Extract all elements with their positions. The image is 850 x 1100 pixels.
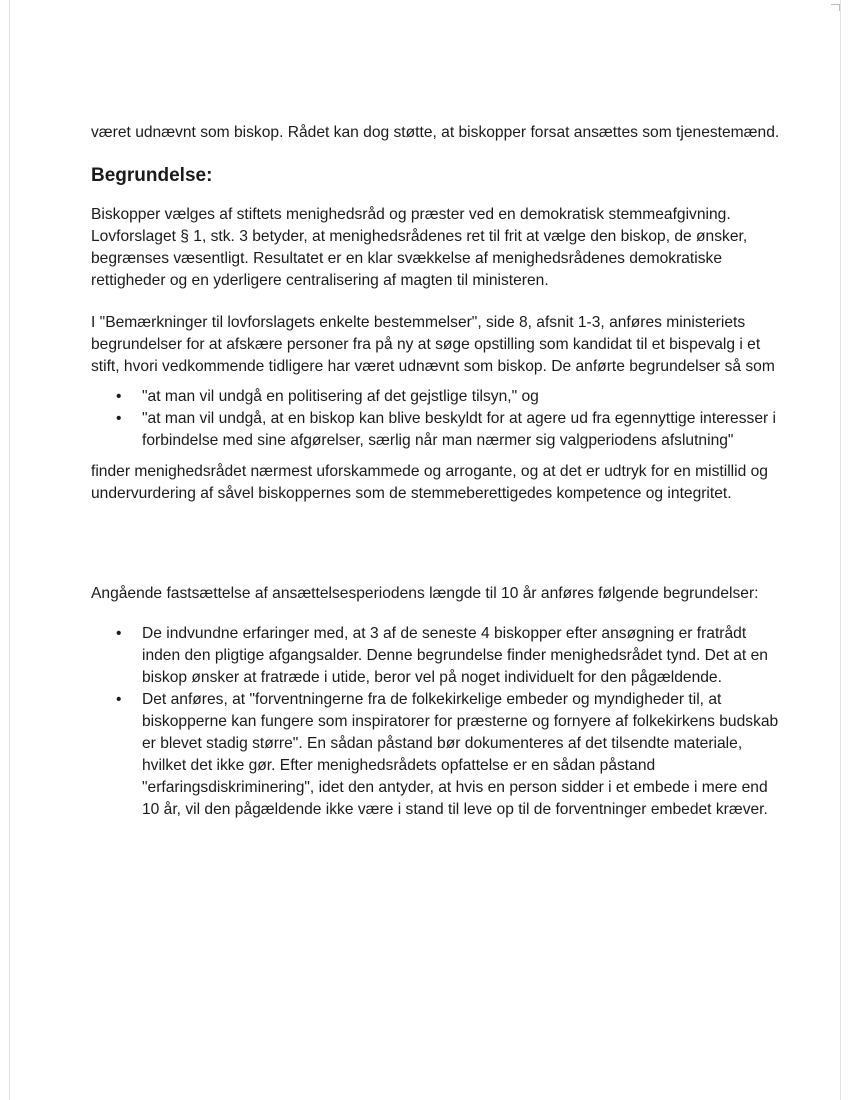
list-item (91, 623, 781, 689)
continuation-paragraph: været udnævnt som biskop. Rådet kan dog støtte, at biskopper forsat ansættes som tjenestemænd. (91, 124, 780, 141)
list-item (91, 689, 781, 821)
list-item (91, 386, 781, 408)
scan-edge-left (9, 0, 10, 1100)
list-item-text: "at man vil undgå, at en biskop kan blive beskyldt for at agere ud fra egennyttige interesser i forbindelse med sine afgørelser, særlig når man nærmer sig valgperiodens afslutning" (142, 410, 776, 449)
bullet-icon: • (116, 410, 122, 427)
bullet-icon: • (116, 388, 122, 405)
scan-edge-right (840, 0, 841, 1100)
list-item-text: Det anføres, at "forventningerne fra de folkekirkelige embeder og myndigheder til, at biskopperne kan fungere som inspiratorer for præsterne og fornyere af folkekirkens budskab er blevet stadig større". En sådan påstand bør dokumenteres af det tilsendte materiale, hvilket det ikke gør. Efter menighedsrådets opfattelse er en sådan påstand "erfaringsdiskriminering", idet den antyder, at hvis en person sidder i et embede i mere end 10 år, vil den pågældende ikke være i stand til leve op til de forventninger embedet kræver. (142, 691, 779, 818)
list-item-text: "at man vil undgå en politisering af det gejstlige tilsyn," og (142, 388, 539, 405)
term-reasons-list (91, 623, 781, 821)
term-length-paragraph: Angående fastsættelse af ansættelsesperiodens længde til 10 år anføres følgende begrundelser: (91, 585, 759, 602)
list-item (91, 408, 781, 452)
bullet-icon: • (116, 625, 122, 642)
quoted-reasons-list (91, 386, 781, 452)
list-item-text: De indvundne erfaringer med, at 3 af de seneste 4 biskopper efter ansøgning er fratrådt inden den pligtige afgangsalder. Denne begrundelse finder menighedsrådet tynd. Det at en biskop ønsker at fratræde i utide, beror vel på noget individuelt for den pågældende. (142, 625, 768, 686)
assessment-paragraph: finder menighedsrådet nærmest uforskammede og arrogante, og at det er udtryk for en mistillid og undervurdering af såvel biskoppernes som de stemmeberettigedes kompetence og integritet. (91, 463, 768, 502)
scan-corner-mark (831, 4, 840, 11)
bullet-icon: • (116, 691, 122, 708)
section-heading: Begrundelse: (91, 165, 213, 186)
document-page (91, 122, 781, 821)
remarks-paragraph: I "Bemærkninger til lovforslagets enkelte bestemmelser", side 8, afsnit 1-3, anføres ministeriets begrundelser for at afskære personer fra på ny at søge opstilling som kandidat til et bispevalg i et stift, hvori vedkommende tidligere har været udnævnt som biskop. De anførte begrundelser så som (91, 314, 775, 375)
intro-paragraph: Biskopper vælges af stiftets menighedsråd og præster ved en demokratisk stemmeafgivning. Lovforslaget § 1, stk. 3 betyder, at menighedsrådenes ret til frit at vælge den biskop, de ønsker, begrænses væsentligt. Resultatet er en klar svækkelse af menighedsrådenes demokratiske rettigheder og en yderligere centralisering af magten til ministeren. (91, 206, 748, 289)
